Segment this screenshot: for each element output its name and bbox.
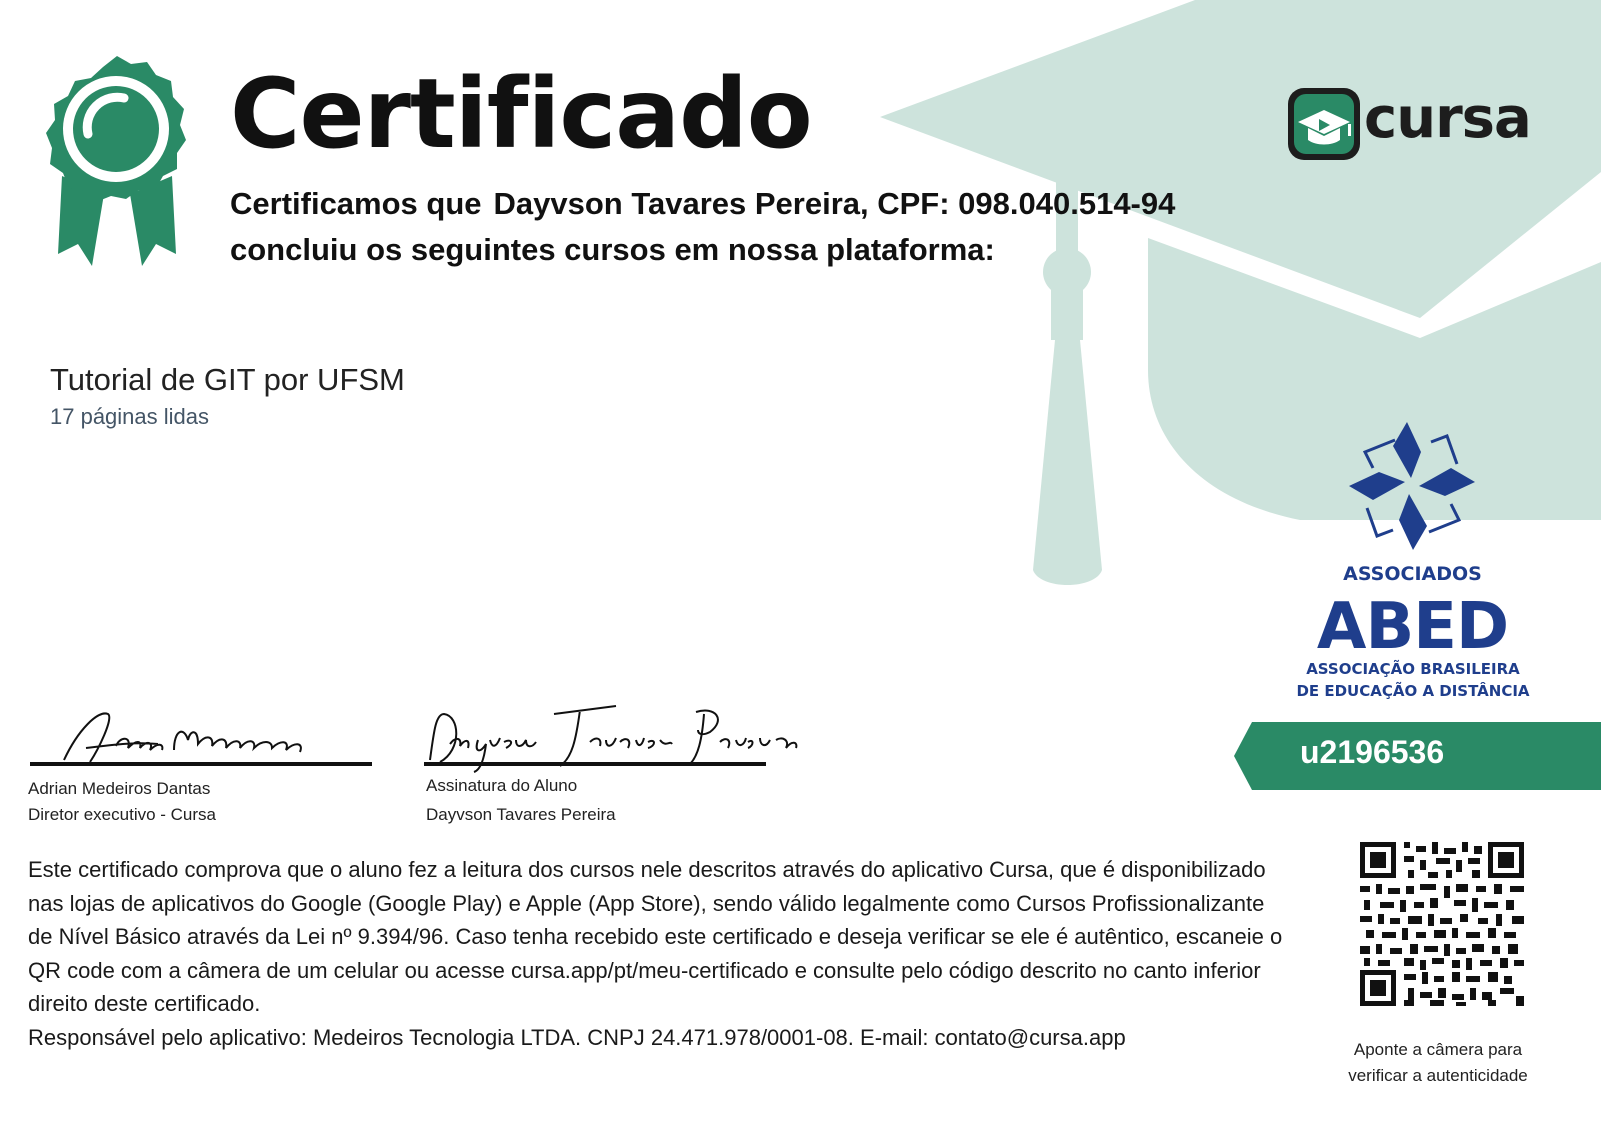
cursa-logo-text: cursa [1364, 86, 1531, 151]
intro-line-2: concluiu os seguintes cursos em nossa plataforma: [230, 232, 995, 267]
course-pages-read: 17 páginas lidas [50, 404, 210, 429]
legal-text [28, 853, 1288, 1054]
director-role: Diretor executivo - Cursa [28, 805, 217, 824]
legal-responsible: Responsável pelo aplicativo: Medeiros Tecnologia LTDA. CNPJ 24.471.978/0001-08. E-mail: contato@cursa.app [28, 1024, 1126, 1050]
qr-caption-line-2: verificar a autenticidade [1348, 1066, 1528, 1085]
abed-logo-icon [1345, 420, 1479, 552]
cursa-logo-icon [1286, 86, 1362, 164]
director-signature [28, 700, 378, 776]
abed-name: ABED [1316, 590, 1509, 664]
student-name-cpf: Dayvson Tavares Pereira, CPF: 098.040.514-94 [493, 186, 1176, 221]
qr-caption-line-1: Aponte a câmera para [1353, 1040, 1523, 1059]
student-signature-label: Assinatura do Aluno [426, 776, 578, 795]
intro-prefix: Certificamos que [230, 186, 482, 221]
intro-line-1 [230, 186, 1175, 222]
award-seal-icon [44, 54, 190, 270]
course-title: Tutorial de GIT por UFSM [50, 362, 405, 397]
student-name: Dayvson Tavares Pereira [426, 805, 616, 824]
abed-subtitle-line-1: ASSOCIAÇÃO BRASILEIRA [1306, 660, 1520, 678]
director-name: Adrian Medeiros Dantas [28, 779, 211, 798]
qr-code [1360, 842, 1524, 1006]
certificate-title: Certificado [230, 58, 812, 170]
abed-subtitle-line-2: DE EDUCAÇÃO A DISTÂNCIA [1296, 682, 1530, 700]
abed-associados-label: ASSOCIADOS [1343, 563, 1482, 585]
student-signature [420, 700, 810, 776]
certificate-code: u2196536 [1300, 734, 1445, 770]
legal-paragraph: Este certificado comprova que o aluno fez a leitura dos cursos nele descritos através do aplicativo Cursa, que é disponibilizado nas lojas de aplicativos do Google (Google Play) e Apple (App Store), sendo válido legalmente como Cursos Profissionalizante de Nível Básico através da Lei nº 9.394/96. Caso tenha recebido este certificado e deseja verificar se ele é autêntico, escaneie o QR code com a câmera de um celular ou acesse cursa.app/pt/meu-certificado e consulte pelo código descrito no canto inferior direito deste certificado. [28, 857, 1283, 1016]
